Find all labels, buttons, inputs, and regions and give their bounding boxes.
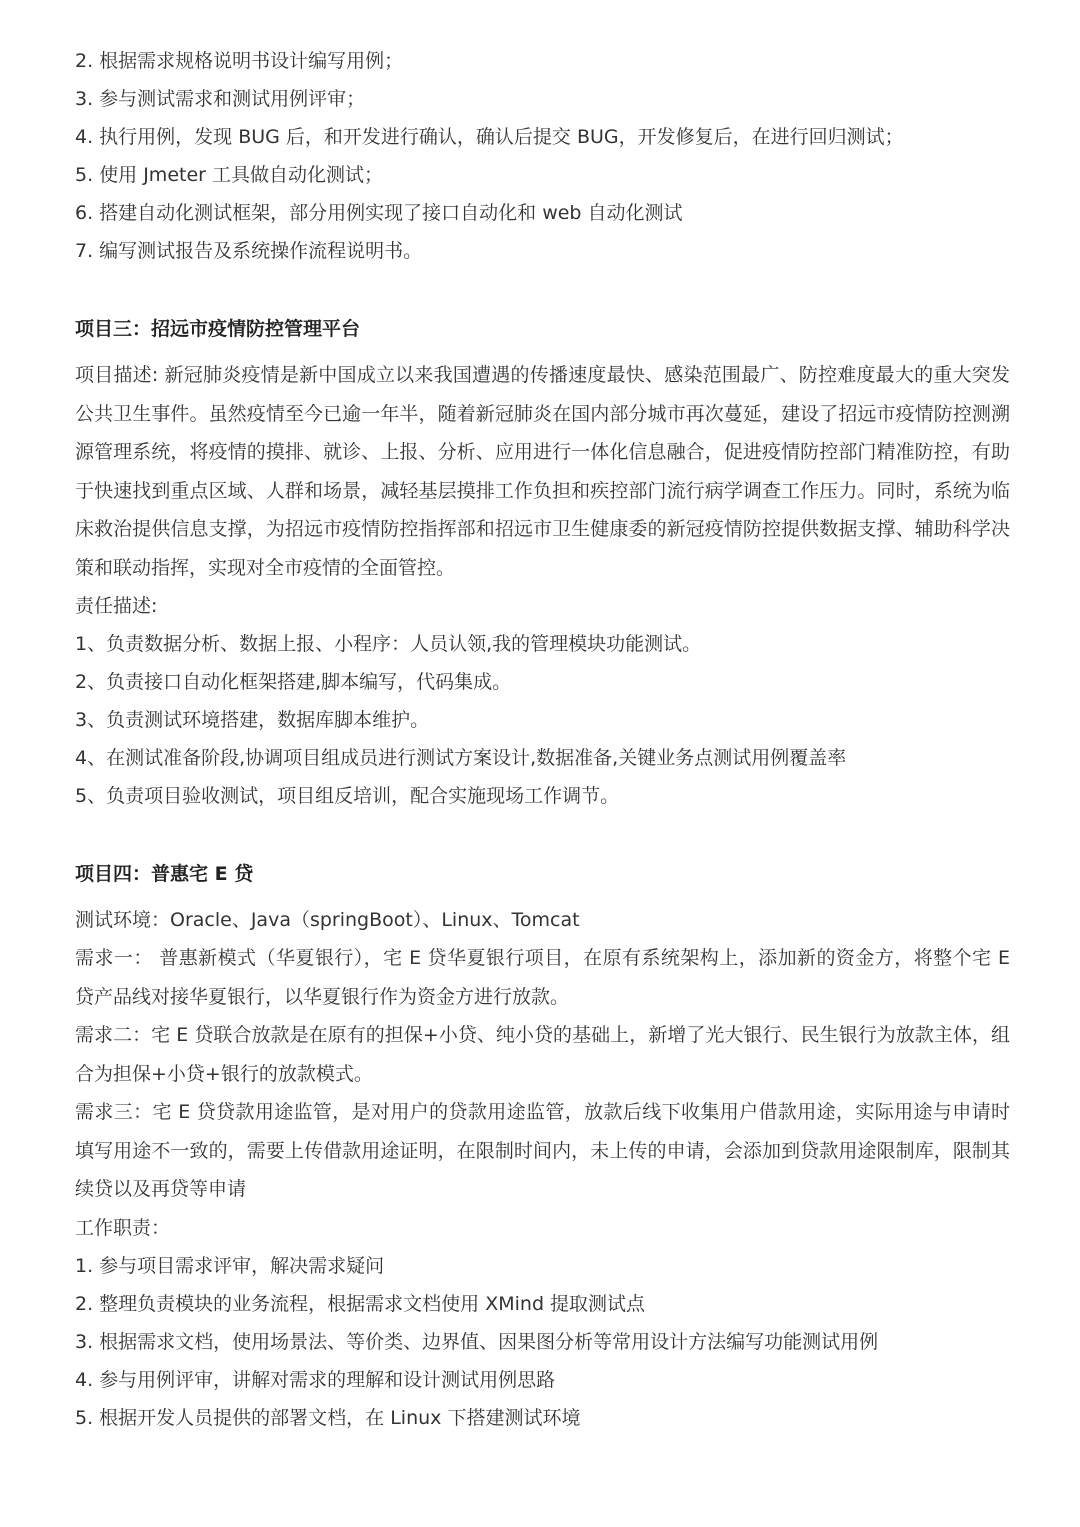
- list-item: 7. 编写测试报告及系统操作流程说明书。: [75, 240, 423, 262]
- list-item: 5、负责项目验收测试，项目组反培训，配合实施现场工作调节。: [75, 785, 620, 807]
- project-three: [75, 310, 1010, 815]
- requirement-three: 需求三：宅 E 贷贷款用途监管，是对用户的贷款用途监管，放款后线下收集用户借款用途，实际用途与申请时填写用途不一致的，需要上传借款用途证明，在限制时间内，未上传的申请，会添加到贷款用途限制库，限制其续贷以及再贷等申请: [75, 1101, 1010, 1200]
- list-item: 2、负责接口自动化框架搭建,脚本编写，代码集成。: [75, 671, 512, 693]
- intro-list: [75, 42, 1010, 270]
- project-three-description: 项目描述: 新冠肺炎疫情是新中国成立以来我国遭遇的传播速度最快、感染范围最广、防控难度最大的重大突发公共卫生事件。虽然疫情至今已逾一年半，随着新冠肺炎在国内部分城市再次蔓延，建设了招远市疫情防控测溯源管理系统，将疫情的摸排、就诊、上报、分析、应用进行一体化信息融合，促进疫情防控部门精准防控，有助于快速找到重点区域、人群和场景，减轻基层摸排工作负担和疾控部门流行病学调查工作压力。同时，系统为临床救治提供信息支撑，为招远市疫情防控指挥部和招远市卫生健康委的新冠疫情防控提供数据支撑、辅助科学决策和联动指挥，实现对全市疫情的全面管控。: [75, 364, 1010, 579]
- spacer: [75, 270, 1010, 310]
- list-item: 4. 执行用例，发现 BUG 后，和开发进行确认，确认后提交 BUG，开发修复后，在进行回归测试；: [75, 126, 904, 148]
- list-item: 3. 根据需求文档，使用场景法、等价类、边界值、因果图分析等常用设计方法编写功能测试用例: [75, 1330, 879, 1353]
- list-item: 5. 根据开发人员提供的部署文档，在 Linux 下搭建测试环境: [75, 1406, 581, 1429]
- list-item: 1、负责数据分析、数据上报、小程序：人员认领,我的管理模块功能测试。: [75, 633, 702, 655]
- list-item: 1. 参与项目需求评审，解决需求疑问: [75, 1254, 385, 1277]
- list-item: 4. 参与用例评审，讲解对需求的理解和设计测试用例思路: [75, 1368, 556, 1391]
- spacer: [75, 815, 1010, 855]
- resume-page: [75, 42, 1010, 1437]
- list-item: 3、负责测试环境搭建，数据库脚本维护。: [75, 709, 430, 731]
- responsibility-label: 责任描述:: [75, 595, 158, 617]
- list-item: 2. 整理负责模块的业务流程，根据需求文档使用 XMind 提取测试点: [75, 1292, 646, 1315]
- list-item: 2. 根据需求规格说明书设计编写用例；: [75, 50, 404, 72]
- requirement-two: 需求二：宅 E 贷联合放款是在原有的担保+小贷、纯小贷的基础上，新增了光大银行、民生银行为放款主体，组合为担保+小贷+银行的放款模式。: [75, 1024, 1010, 1085]
- project-four: [75, 855, 1010, 1437]
- project-four-title: 项目四：普惠宅 E 贷: [75, 863, 254, 885]
- list-item: 5. 使用 Jmeter 工具做自动化测试；: [75, 164, 383, 186]
- test-environment: 测试环境：Oracle、Java（springBoot）、Linux、Tomcat: [75, 909, 580, 931]
- list-item: 4、在测试准备阶段,协调项目组成员进行测试方案设计,数据准备,关键业务点测试用例覆盖率: [75, 747, 847, 769]
- project-three-title: 项目三：招远市疫情防控管理平台: [75, 318, 361, 340]
- list-item: 6. 搭建自动化测试框架，部分用例实现了接口自动化和 web 自动化测试: [75, 202, 683, 224]
- requirement-one: 需求一： 普惠新模式（华夏银行），宅 E 贷华夏银行项目，在原有系统架构上，添加新的资金方，将整个宅 E 贷产品线对接华夏银行，以华夏银行作为资金方进行放款。: [75, 947, 1010, 1008]
- duties-label: 工作职责：: [75, 1216, 171, 1239]
- list-item: 3. 参与测试需求和测试用例评审；: [75, 88, 366, 110]
